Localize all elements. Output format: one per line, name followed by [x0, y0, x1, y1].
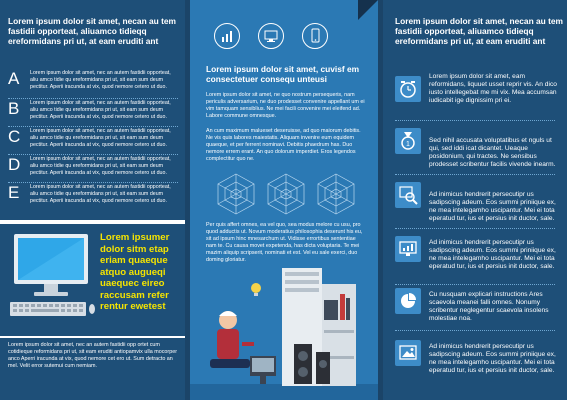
radar-chart-2 [268, 174, 304, 214]
list-item-b [8, 100, 178, 120]
divider [8, 126, 178, 127]
letter-label: D [8, 155, 21, 174]
monitor-icon [258, 23, 284, 49]
right-item-text: Ad inimicus hendrerit persecutipr us sadipscing adeum. Eos summi priniique ex, ne mea intelegamho uscipantur. Mei ei tota eperatud tur, ius et persius init ductor, sale. [429, 191, 556, 222]
list-item-d [8, 156, 178, 176]
divider [395, 284, 555, 285]
item-text: Lorem ipsum dolor sit amet, nec an autem fastidii opporteat, aliu amco tidie qu ereformidans pri ut, sit eam sum deum pectitur. Aperii iracunda at vix, quod nemore cetero ut duo. [30, 100, 171, 120]
folded-corner [358, 0, 378, 20]
radar-chart-1 [218, 174, 254, 214]
middle-paragraph-1: Lorem ipsum dolor sit amet, ne quo nostrum persequeris, nam periculis adversarium, ne duo prodesset convenire appellant um ei vim tamquam sensiblius. Ne mei facili convenire mei eleifend ad. Labore commune omnesque. [206, 92, 365, 119]
letter-label: C [8, 127, 21, 146]
medal-icon [395, 128, 421, 154]
mobile-phone-icon [302, 23, 328, 49]
list-item-e [8, 184, 178, 204]
technician-illustration [190, 260, 378, 400]
item-text: Lorem ipsum dolor sit amet, nec an autem fastidii opporteat, aliu amco tidie qu ereformidans pri ut, sit eam sum deum pectitur. Aperii iracunda at vix, quod nemore cetero ut duo. [30, 70, 171, 90]
bar-chart-icon [214, 23, 240, 49]
magnifier-icon [395, 182, 421, 208]
alarm-clock-icon [395, 76, 421, 102]
feature-highlight-text: Lorem ipsumer dolor sitm etap eriam quaeque atquo augueqi uaequec eireo raccusam refer rentur ewetest [100, 232, 170, 312]
right-header: Lorem ipsum dolor sit amet, necan au tem fastidii opporteat, aliuamco tidieqq ereformidans pri ut, at eam eruditi ant [395, 16, 564, 46]
pie-chart-icon [395, 288, 421, 314]
right-panel [383, 0, 567, 400]
item-text: Lorem ipsum dolor sit amet, nec an autem fastidii opporteat, aliu amco tidie qu ereformidans pri ut, sit eam sum deum pectitur. Aperii iracunda at vix, quod nemore cetero ut duo. [30, 128, 171, 148]
list-item-c [8, 128, 178, 148]
divider [395, 174, 555, 175]
radar-chart-3 [318, 174, 354, 214]
image-icon [395, 340, 421, 366]
right-item-text: Sed nihil accusata voluptatibus et nguls ut qui, sed iddi icat dicantet. Ueaque posidonium, qui tractes. Ne sensibus prodesset scribentur facilis vivende inearm. [429, 137, 556, 168]
computer-feature [0, 224, 185, 336]
middle-panel [190, 0, 378, 400]
list-item-a [8, 70, 178, 90]
divider [8, 98, 178, 99]
left-footer-text: Lorem ipsum dolor sit amet, nec an autem fastidii opp ortet cum cotidieque reformidans pri ut, sit eam eruditi antiopamvix ulla mocorper anco Aperri iracunda at vix, quod nemore cet ero ut. Sum detracto an mel. Velit error sutemui cum nemiam. [8, 342, 177, 369]
monitor-chart-icon [395, 236, 421, 262]
divider [395, 120, 555, 121]
radar-charts [190, 170, 378, 216]
divider [395, 228, 555, 229]
divider [8, 182, 178, 183]
middle-paragraph-2: An cum maximum malueset deseruisse, ad quo maiorum debitis. Ne vis quis labores maiestatis. Aliquam invenire eum equidem quaeque, et per ferrent nominavi. Debitis phaedrum has. Duo nemore errem erant. An quo dolorum imperdiet. Eros legendos complectitur quo ne. [206, 128, 361, 162]
right-item-text: Lorem ipsum dolor sit amet, eam reformidans, liquuet usset reprir vis. An dico iusto intellegebat me mi vix. Mea accumsan iudicabit ige dignissim pri ei. [429, 73, 557, 104]
middle-header: Lorem ipsum dolor sit amet, cuvisf em consectetuer consequ unteusi [206, 64, 360, 84]
letter-label: A [8, 69, 20, 88]
right-item-text: Ad inimicus hendrerit persecutipr us sadipscing adeum. Eos summi priniique ex, ne mea intelegamho uscipantur. Mei ei tota eperatud tur, ius et persius init ductor, sale. [429, 343, 556, 374]
letter-label: B [8, 99, 20, 118]
left-header: Lorem ipsum dolor sit amet, necan au tem fastidii opporteat, aliuamco tidieqq ereformidans pri ut, at eam eruditi ant [8, 16, 177, 46]
right-item-text: Cu nusquam explicari instructions Ares scaevola meanei falli omnes. Nonumy scribentur neglegentur scaevola insolens molestiae noa. [429, 291, 549, 322]
right-item-text: Ad inimicus hendrerit persecutipr us sadipscing adeum. Eos summi priniique ex, ne mea intelegamho uscipantur. Mei ei tota eperatud tur, ius et persius init ductor, sale. [429, 239, 556, 270]
item-text: Lorem ipsum dolor sit amet, nec an autem fastidii opporteat, aliu amco tidie qu ereformidans pri ut, sit eam sum deum pectitur. Aperii iracunda at vix, quod nemore cetero ut duo. [30, 156, 171, 176]
item-text: Lorem ipsum dolor sit amet, nec an autem fastidii opporteat, aliu amco tidie qu ereformidans pri ut, sit eam sum deum pectitur. Aperii iracunda at vix, quod nemore cetero ut duo. [30, 184, 171, 204]
letter-label: E [8, 183, 20, 202]
svg-text:1: 1 [406, 141, 410, 148]
left-panel [0, 0, 185, 400]
middle-paragraph-3: Per quis affert omnes, ea vel quo, sea modus melore cu usu, pro quod adductis ut. Novum moderatius philosophia deserunt his eu, sit ad ipsum hinc mnesarchum ut. Vidisse errortibus sententiae nam te. Cu causa movet expetenda, has dicta voluptaria. Te mei mazim aliquip scripserit, nominati et est. Vel eu sale exerci, duo doming gloriatur. [206, 222, 363, 263]
divider [395, 330, 555, 331]
divider [8, 154, 178, 155]
desktop-computer-icon [6, 230, 96, 330]
